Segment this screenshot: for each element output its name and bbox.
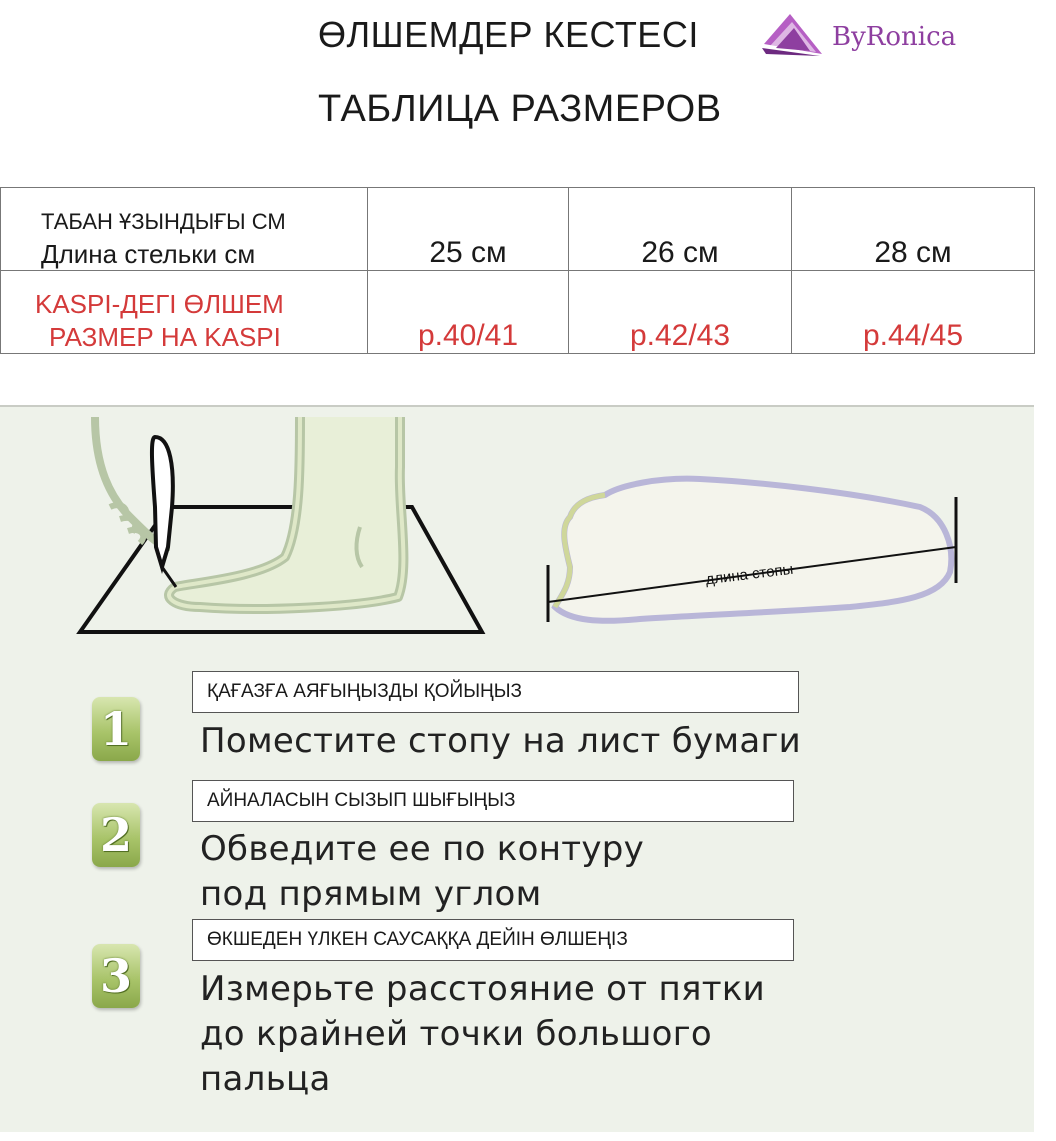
foot-on-paper-drawing [80,417,482,632]
page-title-ru: ТАБЛИЦА РАЗМЕРОВ [318,88,722,130]
row-label-length [1,188,368,271]
table-cell: р.44/45 [792,271,1035,354]
step-1-text [200,719,801,764]
step-line: Измерьте расстояние от пятки [200,969,766,1009]
brand-logo [760,10,960,62]
step-line: под прямым углом [200,874,542,914]
step-3-text [200,967,765,1102]
table-cell: 25 см [368,188,569,271]
step-line: Обведите ее по контуру [200,829,645,869]
step-line: до крайней точки большого [200,1014,712,1054]
label-kz: KASPI-ДЕГІ ӨЛШЕМ [35,289,284,319]
step-2-kz-caption: АЙНАЛАСЫН СЫЗЫП ШЫҒЫҢЫЗ [192,780,794,822]
size-table [0,187,1035,354]
table-cell: р.40/41 [368,271,569,354]
label-kz: ТАБАН ҰЗЫНДЫҒЫ СМ [41,209,286,234]
brand-mark-icon [760,10,826,60]
table-row [1,271,1035,354]
brand-name: ByRonica [832,22,957,52]
header [0,0,1056,170]
step-1-kz-caption: ҚАҒАЗҒА АЯҒЫҢЫЗДЫ ҚОЙЫҢЫЗ [192,671,799,713]
foot-measure-illustration [0,407,1034,667]
label-ru: РАЗМЕР НА KASPI [49,322,281,352]
table-cell: 28 см [792,188,1035,271]
foot-length-label: длина стопы [704,560,795,589]
table-row [1,188,1035,271]
foot-outline-drawing [548,479,956,622]
step-3-badge: 3 [92,944,140,1008]
table-cell: р.42/43 [569,271,792,354]
step-3-kz-caption: ӨКШЕДЕН ҮЛКЕН САУСАҚҚА ДЕЙІН ӨЛШЕҢІЗ [192,919,794,961]
step-line: Поместите стопу на лист бумаги [200,721,802,761]
label-ru: Длина стельки см [41,239,256,269]
step-2-text [200,827,644,917]
instructions-panel [0,405,1034,1132]
step-line: пальца [200,1059,331,1099]
table-cell: 26 см [569,188,792,271]
row-label-kaspi [1,271,368,354]
step-2-badge: 2 [92,803,140,867]
step-1-badge: 1 [92,697,140,761]
page-title-kz: ӨЛШЕМДЕР КЕСТЕСІ [318,14,699,55]
